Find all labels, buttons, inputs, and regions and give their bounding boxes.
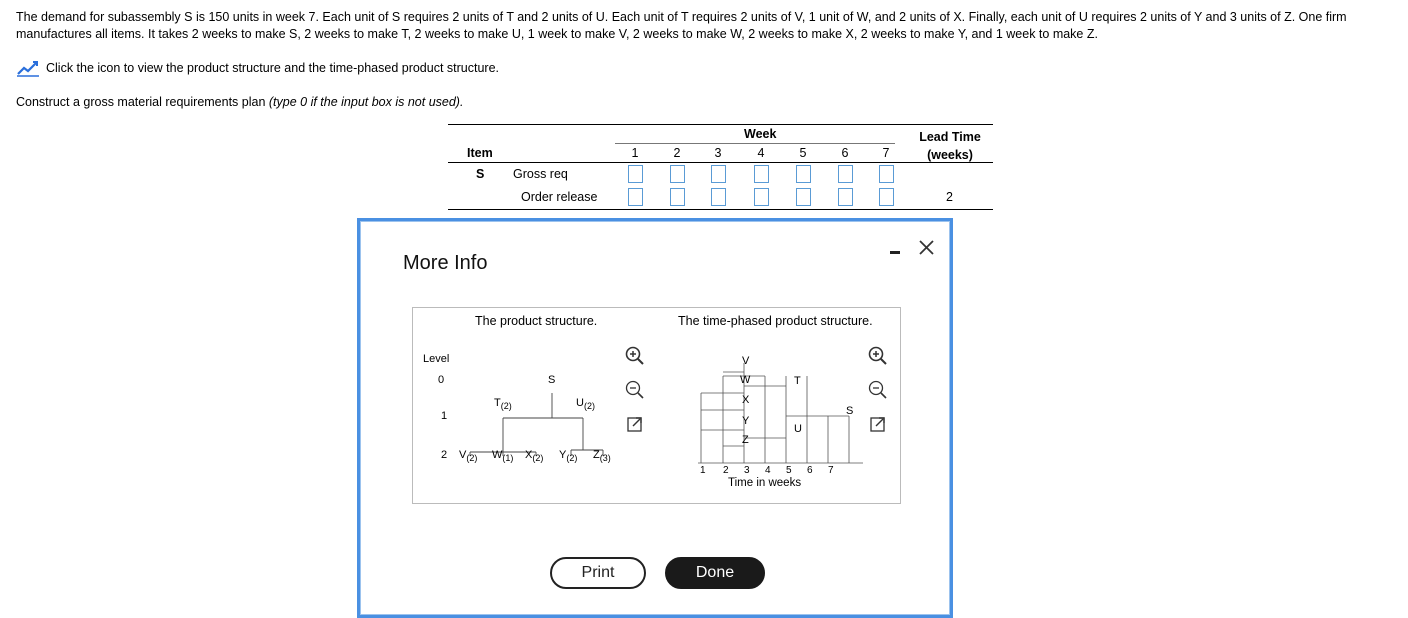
- tp-label-x: X: [742, 394, 750, 406]
- node-u-qty: (2): [583, 401, 595, 412]
- table-top-rule: [448, 124, 993, 125]
- week-5-header: 5: [799, 146, 807, 160]
- problem-line-2: manufactures all items. It takes 2 weeks to make S, 2 weeks to make T, 2 weeks to make U, 1 week to make V, 2 weeks to make W, 2 weeks to make X, 2 weeks to make Y, and 1 week to make Z.: [16, 26, 1098, 41]
- tree-node-z: [593, 449, 611, 463]
- tp-label-z: Z: [742, 434, 749, 446]
- order-release-week-4-input[interactable]: [754, 188, 769, 206]
- week-6-header: 6: [841, 146, 849, 160]
- zoom-in-icon[interactable]: [625, 346, 645, 366]
- gross-req-week-1-input[interactable]: [628, 165, 643, 183]
- tp-tick-6: 6: [807, 465, 813, 476]
- node-x-qty: (2): [532, 453, 544, 464]
- tp-label-t: T: [794, 375, 801, 387]
- gross-req-week-5-input[interactable]: [796, 165, 811, 183]
- lead-time-header-line1: Lead Time: [919, 130, 981, 144]
- tp-label-v: V: [742, 355, 750, 367]
- node-x-name: X: [525, 449, 533, 461]
- order-release-week-2-input[interactable]: [670, 188, 685, 206]
- icon-prompt-text: Click the icon to view the product structure and the time-phased product structure.: [46, 61, 500, 75]
- tp-tick-3: 3: [744, 465, 750, 476]
- gross-req-week-6-input[interactable]: [838, 165, 853, 183]
- expand-icon[interactable]: [625, 414, 645, 434]
- close-icon[interactable]: [918, 239, 935, 256]
- gross-req-week-3-input[interactable]: [711, 165, 726, 183]
- gross-req-label: Gross req: [513, 167, 568, 181]
- tp-label-s: S: [846, 405, 854, 417]
- order-release-week-3-input[interactable]: [711, 188, 726, 206]
- tp-tick-1: 1: [700, 465, 706, 476]
- mrp-table: [0, 0, 1408, 215]
- tp-label-u: U: [794, 423, 802, 435]
- table-bottom-rule: [448, 209, 993, 210]
- node-y-qty: (2): [566, 453, 578, 464]
- week-1-header: 1: [631, 146, 639, 160]
- item-header: Item: [467, 146, 493, 160]
- order-release-label: Order release: [521, 190, 598, 204]
- tree-node-u: [576, 397, 595, 411]
- tree-node-w: [492, 449, 513, 463]
- time-phased-title: The time-phased product structure.: [678, 314, 873, 328]
- item-name: S: [476, 167, 485, 181]
- level-label: Level: [423, 353, 450, 365]
- tree-node-s: S: [548, 374, 556, 386]
- construct-hint: (type 0 if the input box is not used).: [268, 95, 464, 109]
- level-1: 1: [441, 410, 448, 422]
- minimize-button[interactable]: [889, 243, 903, 257]
- done-button[interactable]: Done: [665, 557, 765, 589]
- tp-axis-label: Time in weeks: [728, 477, 802, 489]
- node-z-qty: (3): [599, 453, 611, 464]
- order-release-week-6-input[interactable]: [838, 188, 853, 206]
- level-0: 0: [438, 374, 445, 386]
- week-2-header: 2: [673, 146, 681, 160]
- expand-icon-right[interactable]: [868, 414, 888, 434]
- tp-tick-7: 7: [828, 465, 834, 476]
- time-phased-diagram: [693, 348, 883, 473]
- week-header-rule: [615, 143, 895, 144]
- tree-node-v: [459, 449, 477, 463]
- week-3-header: 3: [714, 146, 722, 160]
- node-w-qty: (1): [502, 453, 514, 464]
- lead-time-value: 2: [946, 190, 953, 204]
- minimize-icon: [890, 251, 900, 254]
- level-2: 2: [441, 449, 448, 461]
- node-u-name: U: [576, 397, 584, 409]
- zoom-out-icon-right[interactable]: [868, 380, 888, 400]
- tp-tick-4: 4: [765, 465, 771, 476]
- tree-node-y: [559, 449, 577, 463]
- lead-time-header-line2: (weeks): [927, 148, 973, 162]
- order-release-week-7-input[interactable]: [879, 188, 894, 206]
- node-v-name: V: [459, 449, 467, 461]
- more-info-modal: [357, 218, 953, 618]
- gross-req-week-4-input[interactable]: [754, 165, 769, 183]
- node-y-name: Y: [559, 449, 567, 461]
- zoom-in-icon-right[interactable]: [868, 346, 888, 366]
- node-t-name: T: [494, 397, 501, 409]
- week-header: Week: [744, 127, 777, 141]
- node-w-name: W: [492, 449, 503, 461]
- node-t-qty: (2): [500, 401, 512, 412]
- tp-label-y: Y: [742, 415, 750, 427]
- node-v-qty: (2): [466, 453, 478, 464]
- tp-tick-2: 2: [723, 465, 729, 476]
- tp-tick-5: 5: [786, 465, 792, 476]
- problem-line-1: The demand for subassembly S is 150 units in week 7. Each unit of S requires 2 units of T and 2 units of U. Each unit of T requires 2 units of V, 1 unit of W, and 2 units of X. Finally, each unit of U requires 2 units of Y and 3 units of Z. One firm: [16, 10, 1347, 24]
- week-7-header: 7: [882, 146, 890, 160]
- tree-node-t: [494, 397, 512, 411]
- print-button[interactable]: Print: [550, 557, 646, 589]
- product-structure-title: The product structure.: [475, 314, 598, 328]
- gross-req-week-7-input[interactable]: [879, 165, 894, 183]
- lead-time-header: [912, 128, 988, 164]
- tp-label-w: W: [740, 374, 751, 386]
- tree-node-x: [525, 449, 543, 463]
- gross-req-week-2-input[interactable]: [670, 165, 685, 183]
- construct-text: Construct a gross material requirements plan: [16, 95, 269, 109]
- order-release-week-5-input[interactable]: [796, 188, 811, 206]
- week-4-header: 4: [757, 146, 765, 160]
- figure-panel: [412, 307, 901, 504]
- zoom-out-icon[interactable]: [625, 380, 645, 400]
- node-z-name: Z: [593, 449, 600, 461]
- modal-title: More Info: [403, 252, 488, 274]
- order-release-week-1-input[interactable]: [628, 188, 643, 206]
